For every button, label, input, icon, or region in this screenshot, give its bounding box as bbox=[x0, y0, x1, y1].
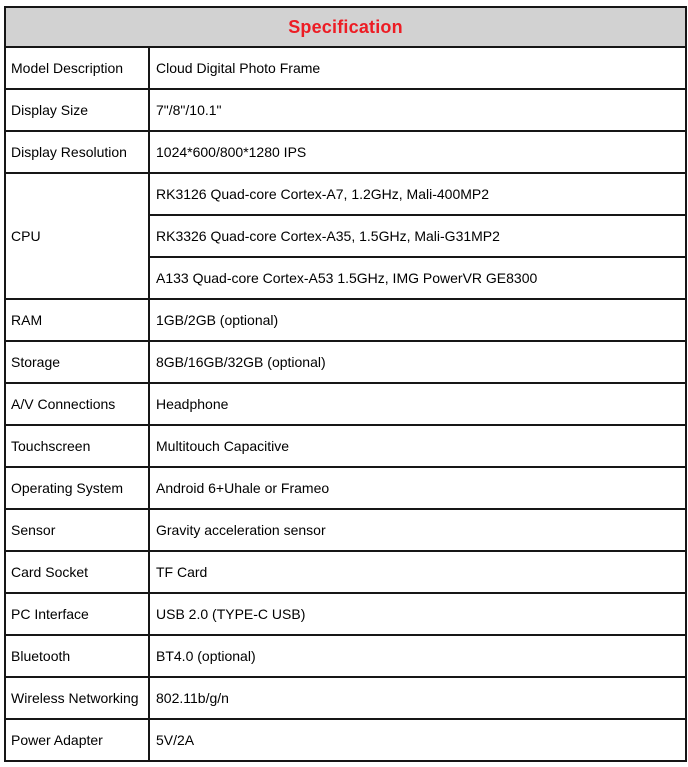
table-row bbox=[5, 47, 686, 89]
spec-value-cpu-option-3: A133 Quad-core Cortex-A53 1.5GHz, IMG PowerVR GE8300 bbox=[149, 257, 686, 299]
spec-value-card-socket: TF Card bbox=[149, 551, 686, 593]
spec-label-display-resolution: Display Resolution bbox=[5, 131, 149, 173]
spec-label-pc-interface: PC Interface bbox=[5, 593, 149, 635]
table-header-row bbox=[5, 7, 686, 47]
spec-label-operating-system: Operating System bbox=[5, 467, 149, 509]
spec-value-bluetooth: BT4.0 (optional) bbox=[149, 635, 686, 677]
spec-label-av-connections: A/V Connections bbox=[5, 383, 149, 425]
specification-table bbox=[4, 6, 687, 762]
table-row bbox=[5, 593, 686, 635]
table-row bbox=[5, 635, 686, 677]
spec-value-av-connections: Headphone bbox=[149, 383, 686, 425]
table-row bbox=[5, 719, 686, 761]
table-row bbox=[5, 131, 686, 173]
table-row bbox=[5, 677, 686, 719]
table-title: Specification bbox=[5, 7, 686, 47]
table-row bbox=[5, 467, 686, 509]
table-row bbox=[5, 173, 686, 215]
table-row bbox=[5, 383, 686, 425]
table-row bbox=[5, 551, 686, 593]
table-row bbox=[5, 509, 686, 551]
spec-label-cpu: CPU bbox=[5, 173, 149, 299]
spec-value-operating-system: Android 6+Uhale or Frameo bbox=[149, 467, 686, 509]
spec-value-storage: 8GB/16GB/32GB (optional) bbox=[149, 341, 686, 383]
table-row bbox=[5, 425, 686, 467]
spec-label-touchscreen: Touchscreen bbox=[5, 425, 149, 467]
spec-value-display-size: 7"/8"/10.1" bbox=[149, 89, 686, 131]
spec-label-model-description: Model Description bbox=[5, 47, 149, 89]
spec-value-power-adapter: 5V/2A bbox=[149, 719, 686, 761]
spec-value-cpu-option-1: RK3126 Quad-core Cortex-A7, 1.2GHz, Mali-400MP2 bbox=[149, 173, 686, 215]
spec-label-bluetooth: Bluetooth bbox=[5, 635, 149, 677]
spec-value-model-description: Cloud Digital Photo Frame bbox=[149, 47, 686, 89]
spec-label-wireless-networking: Wireless Networking bbox=[5, 677, 149, 719]
spec-value-touchscreen: Multitouch Capacitive bbox=[149, 425, 686, 467]
spec-label-ram: RAM bbox=[5, 299, 149, 341]
spec-value-ram: 1GB/2GB (optional) bbox=[149, 299, 686, 341]
table-row bbox=[5, 299, 686, 341]
spec-label-storage: Storage bbox=[5, 341, 149, 383]
spec-label-card-socket: Card Socket bbox=[5, 551, 149, 593]
spec-value-cpu-option-2: RK3326 Quad-core Cortex-A35, 1.5GHz, Mali-G31MP2 bbox=[149, 215, 686, 257]
spec-label-display-size: Display Size bbox=[5, 89, 149, 131]
spec-value-pc-interface: USB 2.0 (TYPE-C USB) bbox=[149, 593, 686, 635]
spec-label-sensor: Sensor bbox=[5, 509, 149, 551]
spec-value-display-resolution: 1024*600/800*1280 IPS bbox=[149, 131, 686, 173]
spec-value-wireless-networking: 802.11b/g/n bbox=[149, 677, 686, 719]
table-row bbox=[5, 341, 686, 383]
spec-value-sensor: Gravity acceleration sensor bbox=[149, 509, 686, 551]
spec-label-power-adapter: Power Adapter bbox=[5, 719, 149, 761]
table-row bbox=[5, 89, 686, 131]
